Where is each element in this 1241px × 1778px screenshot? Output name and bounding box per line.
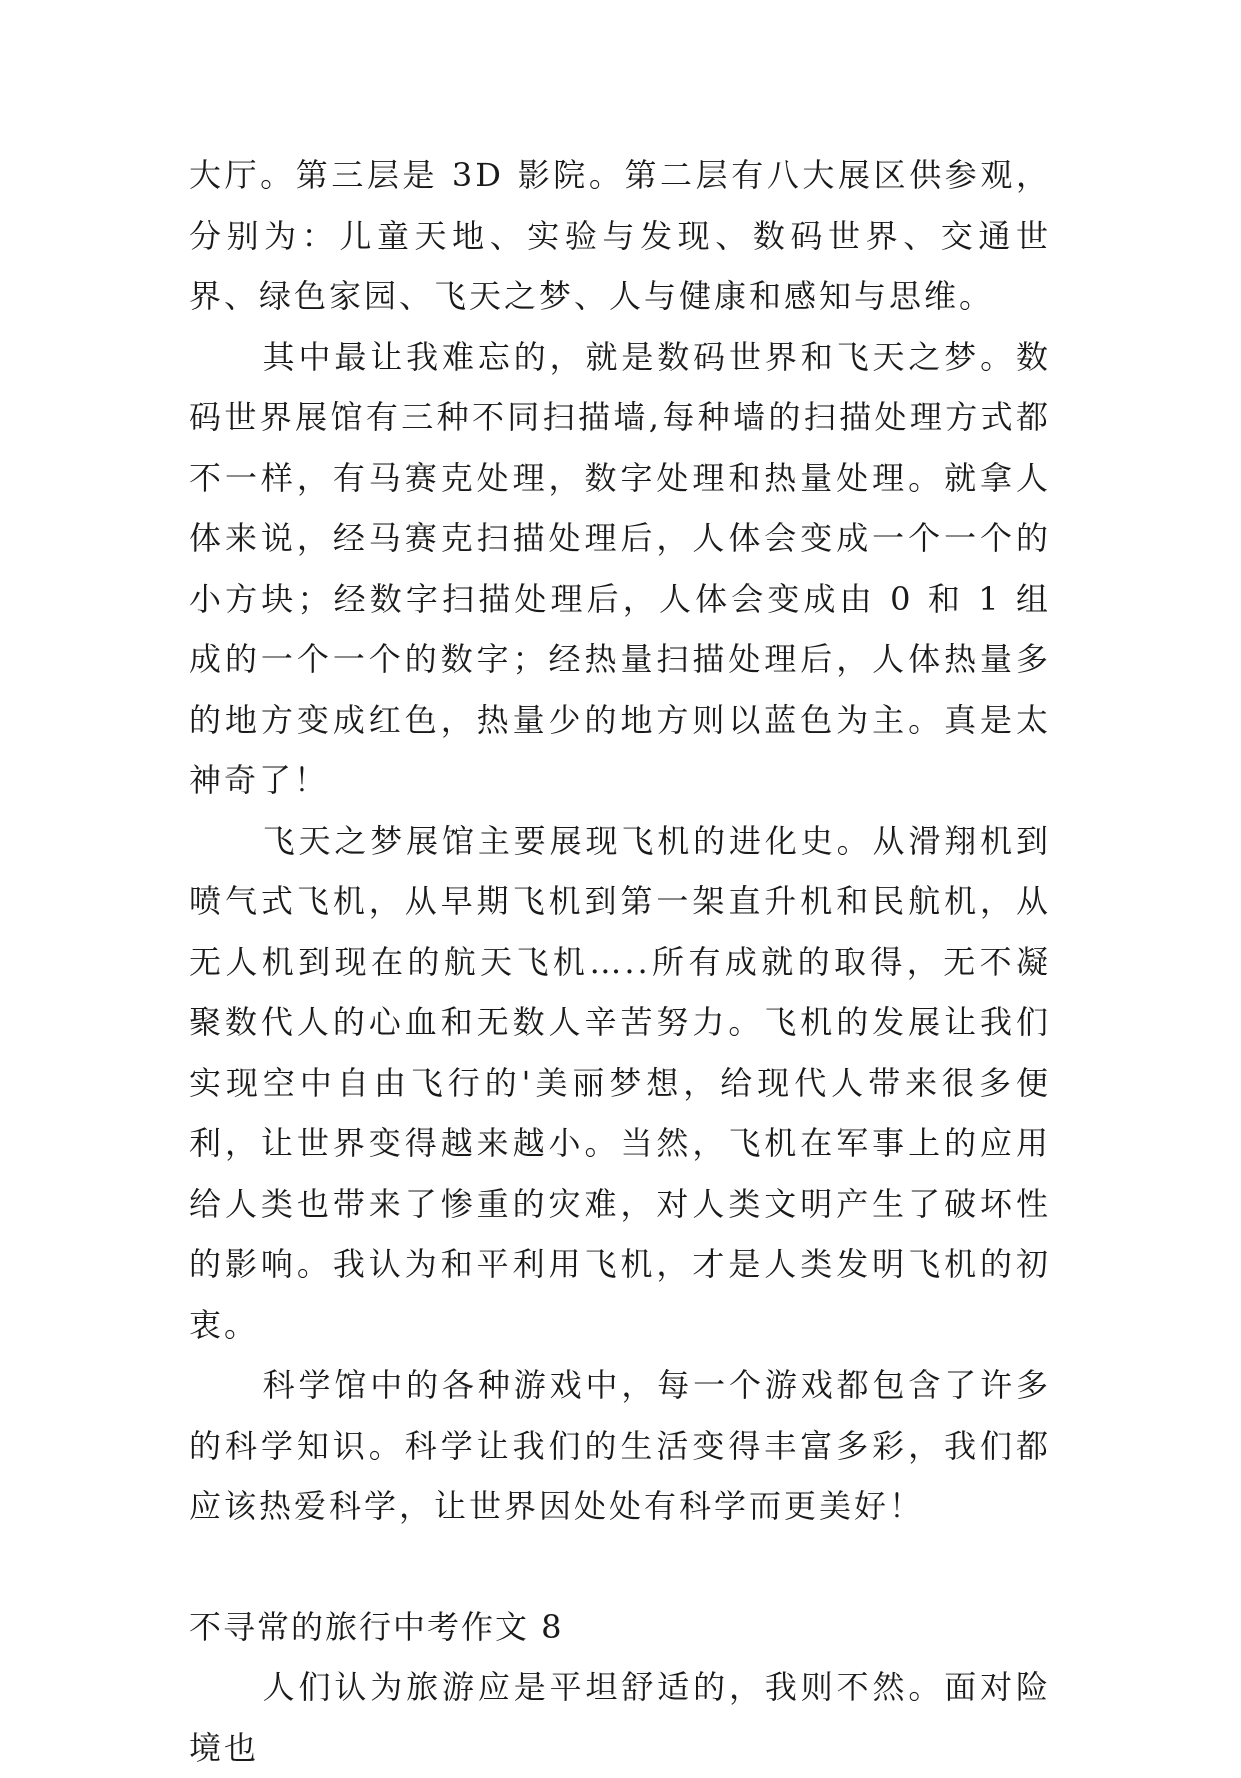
document-page xyxy=(189,145,1051,1778)
paragraph-essay-start: 人们认为旅游应是平坦舒适的，我则不然。面对险境也 xyxy=(189,1668,1051,1767)
paragraph-continued: 大厅。第三层是 3D 影院。第二层有八大展区供参观，分别为：儿童天地、实验与发现、数码世界、交通世界、绿色家园、飞天之梦、人与健康和感知与思维。 xyxy=(189,156,1051,315)
section-heading: 不寻常的旅行中考作文 8 xyxy=(189,1607,564,1646)
paragraph-science-games: 科学馆中的各种游戏中，每一个游戏都包含了许多的科学知识。科学让我们的生活变得丰富多彩，我们都应该热爱科学，让世界因处处有科学而更美好！ xyxy=(189,1366,1051,1525)
paragraph-digital-world: 其中最让我难忘的，就是数码世界和飞天之梦。数码世界展馆有三种不同扫描墙,每种墙的扫描处理方式都不一样，有马赛克处理，数字处理和热量处理。就拿人体来说，经马赛克扫描处理后，人体会变成一个一个的小方块；经数字扫描处理后，人体会变成由 0 和 1 组成的一个一个的数字；经热量扫描处理后，人体热量多的地方变成红色，热量少的地方则以蓝色为主。真是太神奇了！ xyxy=(189,337,1051,799)
paragraph-flight-dream: 飞天之梦展馆主要展现飞机的进化史。从滑翔机到喷气式飞机，从早期飞机到第一架直升机和民航机，从无人机到现在的航天飞机…..所有成就的取得，无不凝聚数代人的心血和无数人辛苦努力。飞机的发展让我们实现空中自由飞行的'美丽梦想，给现代人带来很多便利，让世界变得越来越小。当然，飞机在军事上的应用给人类也带来了惨重的灾难，对人类文明产生了破坏性的影响。我认为和平利用飞机，才是人类发明飞机的初衷。 xyxy=(189,821,1051,1344)
